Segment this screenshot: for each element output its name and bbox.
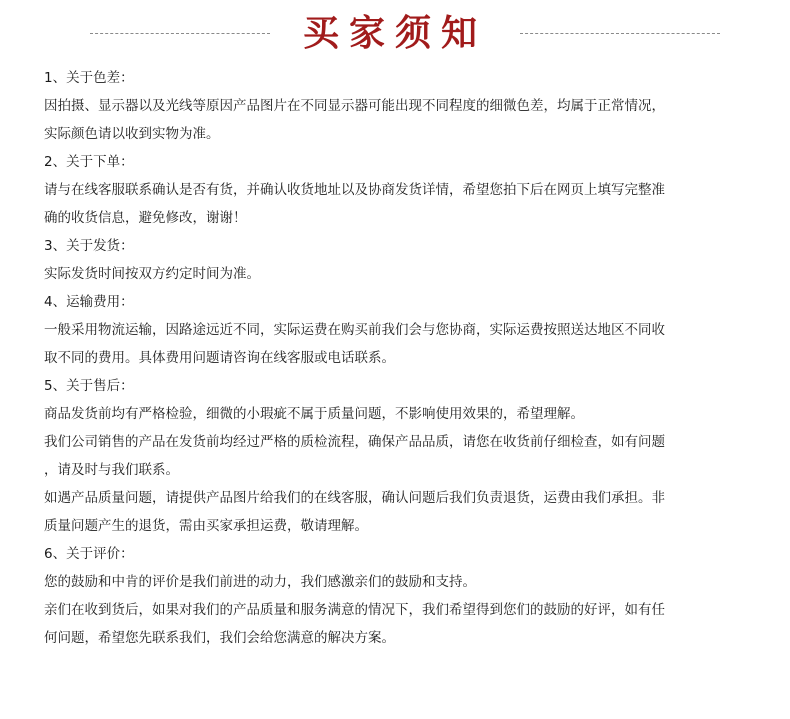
page-title: 买家须知 [302, 12, 487, 54]
text-line: 取不同的费用。具体费用问题请咨询在线客服或电话联系。 [44, 350, 395, 366]
text-line: 如遇产品质量问题，请提供产品图片给我们的在线客服，确认问题后我们负责退货，运费由我们承担。非 [44, 490, 665, 506]
text-line: 实际发货时间按双方约定时间为准。 [44, 266, 260, 282]
text-line: 实际颜色请以收到实物为准。 [44, 126, 220, 142]
right-dashed-divider [520, 33, 720, 34]
section-heading-after-sales: 5、关于售后： [44, 378, 134, 394]
title-row [0, 8, 790, 58]
text-line: 因拍摄、显示器以及光线等原因产品图片在不同显示器可能出现不同程度的细微色差，均属于正常情况， [44, 98, 665, 114]
text-line: 商品发货前均有严格检验，细微的小瑕疵不属于质量问题，不影响使用效果的，希望理解。 [44, 406, 584, 422]
text-line: 何问题，希望您先联系我们，我们会给您满意的解决方案。 [44, 630, 395, 646]
text-line: 我们公司销售的产品在发货前均经过严格的质检流程，确保产品品质，请您在收货前仔细检查，如有问题 [44, 434, 665, 450]
notice-body [44, 64, 754, 652]
text-line: 确的收货信息，避免修改，谢谢！ [44, 210, 247, 226]
section-heading-shipping: 3、关于发货： [44, 238, 134, 254]
text-line: 一般采用物流运输，因路途远近不同，实际运费在购买前我们会与您协商，实际运费按照送达地区不同收 [44, 322, 665, 338]
section-heading-reviews: 6、关于评价： [44, 546, 134, 562]
section-heading-color-difference: 1、关于色差： [44, 70, 134, 86]
text-line: 请与在线客服联系确认是否有货，并确认收货地址以及协商发货详情，希望您拍下后在网页上填写完整准 [44, 182, 665, 198]
section-heading-freight: 4、运输费用： [44, 294, 134, 310]
text-line: 质量问题产生的退货，需由买家承担运费，敬请理解。 [44, 518, 368, 534]
section-heading-ordering: 2、关于下单： [44, 154, 134, 170]
text-line: 亲们在收到货后，如果对我们的产品质量和服务满意的情况下，我们希望得到您们的鼓励的好评，如有任 [44, 602, 665, 618]
text-line: 您的鼓励和中肯的评价是我们前进的动力，我们感激亲们的鼓励和支持。 [44, 574, 476, 590]
text-line: ，请及时与我们联系。 [44, 462, 179, 478]
